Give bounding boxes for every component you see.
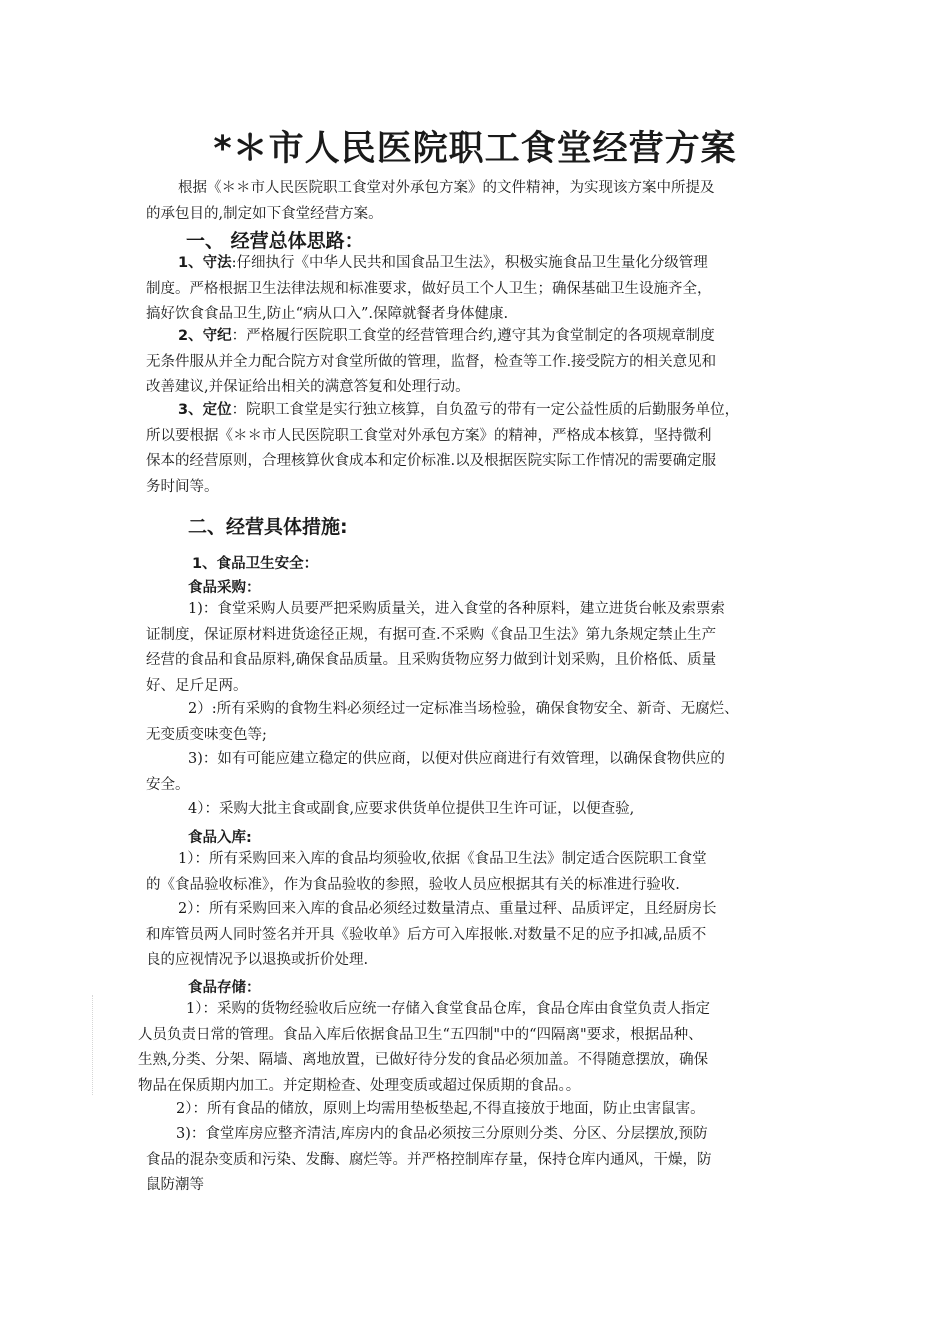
item-text: 2）:所有采购的食物生料必须经过一定标准当场检验，确保食物安全、新奇、无腐烂、 bbox=[188, 701, 739, 717]
item-text: 食品的混杂变质和污染、发酶、腐烂等。并严格控制库存量，保持仓库内通风，干燥，防 bbox=[146, 1151, 712, 1168]
item-text: 务时间等。 bbox=[146, 478, 219, 495]
item-text: 1)：食堂采购人员要严把采购质量关，进入食堂的各种原料，建立进货台帐及索票索 bbox=[188, 601, 725, 617]
purchase-item-1 bbox=[146, 597, 725, 699]
item-label: 1、守法 bbox=[178, 255, 232, 271]
item-text: 1）：采购的货物经验收后应统一存储入食堂食品仓库，食品仓库由食堂负责人指定 bbox=[186, 1001, 710, 1017]
intro-paragraph bbox=[146, 176, 715, 227]
section1-item-law bbox=[146, 251, 712, 328]
section1-item-position bbox=[146, 398, 739, 500]
item-text: 良的应视情况予以退换或折价处理. bbox=[146, 952, 369, 969]
item-text: 改善建议,并保证给出相关的满意答复和处理行动。 bbox=[146, 379, 470, 396]
storage-item-3 bbox=[146, 1122, 712, 1199]
section2-heading: 二、经营具体措施: bbox=[188, 516, 348, 538]
item-text: 3)：如有可能应建立稳定的供应商，以便对供应商进行有效管理，以确保食物供应的 bbox=[188, 751, 725, 767]
item-text: 3)：食堂库房应整齐清洁,库房内的食品必须按三分原则分类、分区、分层摆放,预防 bbox=[176, 1126, 708, 1142]
item-text: 所以要根据《＊＊市人民医院职工食堂对外承包方案》的精神，严格成本核算，坚持微利 bbox=[146, 427, 712, 444]
purchase-item-4 bbox=[146, 797, 634, 823]
storage-item-1 bbox=[138, 997, 710, 1099]
item-text: 生熟,分类、分架、隔墙、离地放置，已做好待分发的食品必须加盖。不得随意摆放，确保 bbox=[138, 1052, 709, 1069]
storage-in-item-1 bbox=[146, 847, 707, 898]
storage-in-heading: 食品入库: bbox=[188, 830, 252, 846]
item-text: 物品在保质期内加工。并定期检查、处理变质或超过保质期的食品。。 bbox=[138, 1077, 581, 1094]
subsection-food-safety: 1、食品卫生安全： bbox=[192, 556, 319, 572]
item-text: :仔细执行《中华人民共和国食品卫生法》，积极实施食品卫生量化分级管理 bbox=[231, 255, 708, 271]
item-text: 好、足斤足两。 bbox=[146, 677, 248, 694]
item-text: 的《食品验收标准》，作为食品验收的参照，验收人员应根据其有关的标准进行验收. bbox=[146, 876, 680, 893]
item-text: 经营的食品和食品原料,确保食品质量。且采购货物应努力做到计划采购，且价格低、质量 bbox=[146, 652, 717, 669]
storage-in-item-2 bbox=[146, 897, 716, 974]
item-text: 2）：所有采购回来入库的食品必须经过数量清点、重量过秤、品质评定，且经厨房长 bbox=[178, 901, 717, 917]
item-text: 2）：所有食品的储放，原则上均需用垫板垫起,不得直接放于地面，防止虫害鼠害。 bbox=[176, 1101, 705, 1117]
item-label: 2、守纪 bbox=[178, 328, 232, 344]
intro-line: 根据《＊＊市人民医院职工食堂对外承包方案》的文件精神，为实现该方案中所提及 bbox=[178, 180, 715, 196]
item-text: 无条件服从并全力配合院方对食堂所做的管理，监督，检查等工作.接受院方的相关意见和 bbox=[146, 353, 717, 370]
item-text: ：严格履行医院职工食堂的经营管理合约,遵守其为食堂制定的各项规章制度 bbox=[231, 328, 715, 344]
item-text: 人员负责日常的管理。食品入库后依据食品卫生“五四制"中的“四隔离"要求，根据品种、 bbox=[138, 1026, 703, 1043]
section1-heading: 一、 经营总体思路： bbox=[186, 230, 364, 252]
purchase-item-3 bbox=[146, 747, 725, 798]
item-text: 保本的经营原则，合理核算伙食成本和定价标准.以及根据医院实际工作情况的需要确定服 bbox=[146, 453, 717, 470]
item-label: 3、定位 bbox=[178, 402, 232, 418]
section1-item-discipline bbox=[146, 324, 716, 401]
margin-mark bbox=[92, 995, 94, 1095]
purchase-item-2 bbox=[146, 697, 739, 748]
storage-heading: 食品存储： bbox=[188, 980, 261, 996]
intro-line: 的承包目的,制定如下食堂经营方案。 bbox=[146, 205, 383, 222]
document-title: *＊市人民医院职工食堂经营方案 bbox=[213, 129, 737, 169]
storage-item-2 bbox=[146, 1097, 705, 1123]
item-text: 1）：所有采购回来入库的食品均须验收,依据《食品卫生法》制定适合医院职工食堂 bbox=[178, 851, 707, 867]
purchase-heading: 食品采购： bbox=[188, 580, 261, 596]
item-text: 安全。 bbox=[146, 776, 190, 793]
item-text: 4）：采购大批主食或副食,应要求供货单位提供卫生许可证，以便查验, bbox=[188, 801, 635, 817]
item-text: 搞好饮食食品卫生,防止“病从口入”.保障就餐者身体健康. bbox=[146, 306, 509, 323]
item-text: 和库管员两人同时签名并开具《验收单》后方可入库报帐.对数量不足的应予扣减,品质不 bbox=[146, 926, 707, 943]
item-text: 鼠防潮等 bbox=[146, 1177, 204, 1194]
item-text: 制度。严格根据卫生法律法规和标准要求，做好员工个人卫生；确保基础卫生设施齐全， bbox=[146, 280, 712, 297]
item-text: 证制度，保证原材料进货途径正规，有据可查.不采购《食品卫生法》第九条规定禁止生产 bbox=[146, 626, 717, 643]
item-text: ：院职工食堂是实行独立核算，自负盈亏的带有一定公益性质的后勤服务单位， bbox=[231, 402, 740, 418]
item-text: 无变质变味变色等; bbox=[146, 726, 267, 743]
